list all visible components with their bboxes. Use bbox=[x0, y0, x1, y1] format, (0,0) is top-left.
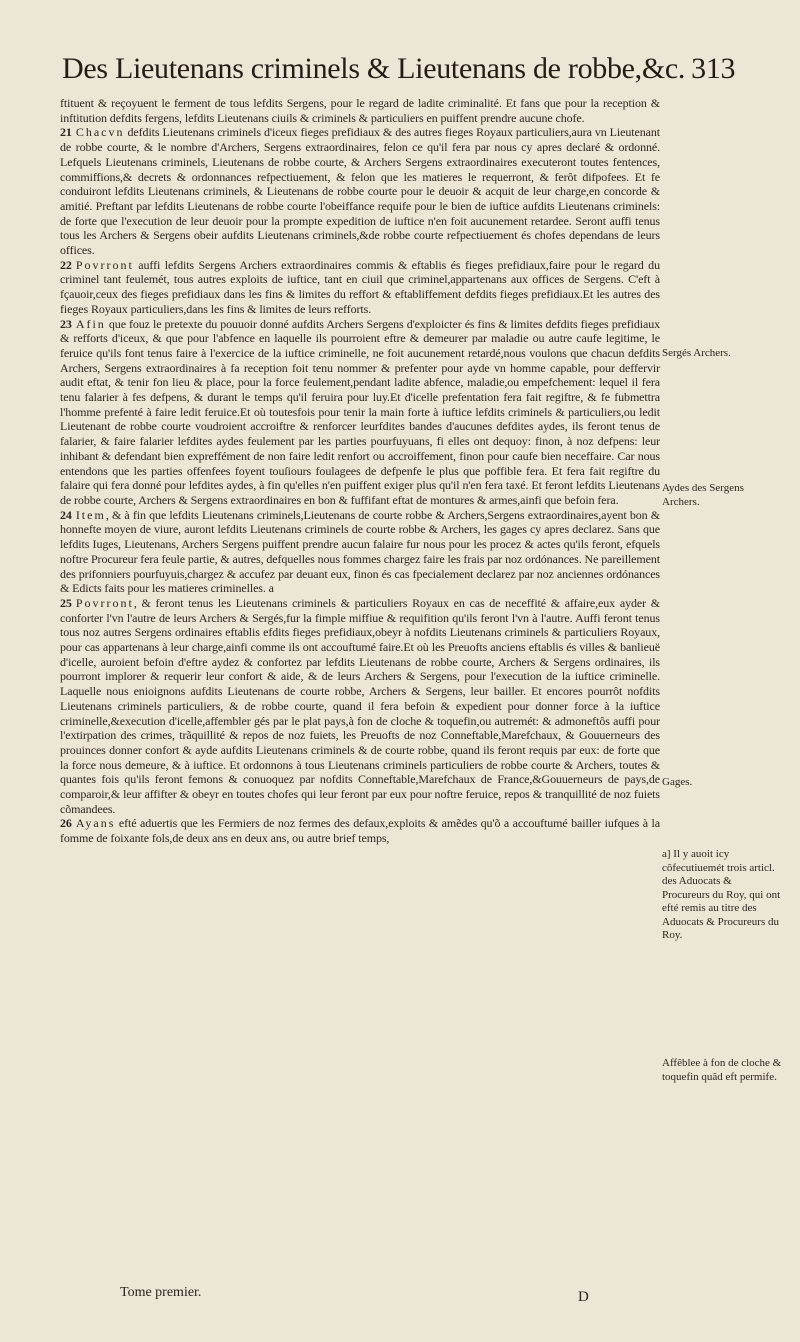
margin-note-gages: Gages. bbox=[662, 776, 693, 788]
page-number: 313 bbox=[691, 52, 736, 85]
margin-note-aydes: Aydes des Sergens Archers. bbox=[662, 482, 744, 508]
paragraph-text: , & feront tenus les Lieutenans criminels & particuliers Royaux en cas de neceffité & affaire,eux ayder & conforter l'vn l'autre de leurs Archers & Sergés,fur la fimple miffiue & requifition qu'ils feront l'vn à l'autre. Auffi feront tenus tous noz autres Sergens ordinaires eftablis efdits fieges prefidiaux,obeyr à nofdits Lieutenans criminels & particuliers Royaux, pour cas appartenans à leur charge,ainfi comme ils ont accouftumé faire.Et où les Preuofts anciens eftablis és villes & banlieuë d'icelle, auroient befoin d'eftre aydez & confortez par lefdits Lieutenans de robbe courte, Archers & Sergens ordinaires, ils pourront implorer & requerir leur confort & aide, & de leurs Archers & Sergens, pour l'execution de la iuftice criminelle. Laquelle nous enioignons aufdits Lieutenans de courte robbe, Archers & Sergens, leur bailler. Et encores pourrôt nofdits Lieutenans criminels particuliers, & de robbe courte, quand il fera befoin & expedient pour donner force à la iuftice criminelle,&execution d'icelle,affembler gés par le plat pays,à fon de cloche & toquefin,ou autremét: & admoneftôs auffi pour l'extirpation des crimes, trãquillité & repos de noz fuiets, les Preuofts de noz Conneftable,Marefchaux, & Gouuerneurs des prouinces donner confort & ayde aufdits Lieutenans criminels & de courte robbe, quand ils feront requis par eux: de forte que la force nous demeure, & à iuftice. Et ordonnons à tous Lieutenans criminels particuliers de robbe courte & Archers, toutes & quantes fois qu'ils feront femons & conuoquez par nofdits Conneftable,Marefchaux de France,&Gouuerneurs de pays,de comparoir,& leur affifter & obeyr en toutes chofes qui leur feront par eux pour noftre feruice, repos & tranquillité de noz fuiets cõmandees. bbox=[60, 595, 660, 816]
article-number: 26 bbox=[60, 816, 72, 831]
article-number: 24 bbox=[60, 507, 72, 522]
body-text bbox=[60, 96, 660, 846]
article-22 bbox=[60, 258, 660, 317]
margin-note-sergens: Sergés Archers. bbox=[662, 347, 731, 359]
paragraph-text: auffi lefdits Sergens Archers extraordinaires commis & eftablis és fieges prefidiaux,faire pour le regard du criminel tant feulemét, tous autres exploits de iuftice, tant en ciuil que criminel,appartenans aux offices de Sergens. C'eft à fçauoir,ceux des fieges prefidiaux dans les fins & limites du reffort & eftabliffement defdits fieges prefidiaux.Et les autres des fieges Royaux particuliers,dans les fins & limites de leurs refforts. bbox=[60, 257, 660, 316]
paragraph-text: que fouz le pretexte du pouuoir donné aufdits Archers Sergens d'exploicter és fins & limites defdits fieges prefidiaux & refforts d'iceux, & que pour l'abfence en laquelle ils pourroient eftre & demeurer par maladie ou autre caufe legitime, le feruice qu'ils font tenus faire à l'exercice de la iuftice criminelle, ne foit aucunement retardé,nous voulons que chacun defdits Archers, Sergens extraordinaires à fa reception foit tenu nommer & prefenter pour ayde vn homme capable, pour deffervir audit eftat, & tenir fon lieu & place, pour la force feulement,pendant ladite abfence, maladie,ou empefchement: lequel il fera tenu falarier à fes defpens, & durant le temps qu'il feruira pour luy.Et d'icelle prefentation fera fait regiftre, & fe fubmettra l'homme prefenté à faire ledit feruice.Et où toutesfois pour tenir la main forte à iuftice lefdits criminels & particuliers,ou ledit Lieutenant de robbe courte voudroient accroiftre & renforcer leurfdites bandes d'aucunes defdites aydes, ils feront tenus de falarier, & faire falarier lefdites aydes feulement par les parties pourfuyuans, fi elles ont dequoy: finon, à noz defpens: leur inhibant & defendant bien expreffément de non faire ledit renfort ou accroiffement, finon pour caufe bien neceffaire. Car nous entendons que les parties offenfees foyent touſiours foulagees de defpenfe le plus que poffible fera. Et fera fait regiftre du falaire qui fera donné pour lefdites aydes, à fin qu'elles n'en puiffent exiger plus qu'il n'en fera taxé. Et feront lefdits Lieutenans de robbe courte, Archers & Sergens extraordinaires en bon & fuffifant eftat de montures & armes,ainfi que befoin fera. bbox=[60, 316, 661, 507]
article-24 bbox=[60, 508, 660, 596]
running-header bbox=[62, 52, 736, 96]
paragraph-text: , & à fin que lefdits Lieutenans criminels,Lieutenans de courte robbe & Archers,Sergens extraordinaires,ayent bon & honnefte moyen de viure, auront lefdits Lieutenans criminels de courte robbe & Archers, les gages cy apres declarez. Sans que lefdits Iuges, Lieutenans, Archers Sergens puiffent prendre aucun falaire fur nous pour les procez & actes qu'ils feront, efquels noftre Procureur fera feule partie, & autres, defquelles nous fommes chargez faire les frais par noz ordónances. Ne pareillement des prifonniers pourfuyuis,chargez & accufez par deuant eux, finon és cas fpecialement declarez par noz anciennes ordónances & Edicts faits pour les matieres criminelles. a bbox=[60, 507, 660, 596]
article-25 bbox=[60, 596, 660, 817]
page-footer bbox=[60, 1285, 660, 1315]
margin-note-footnote-a: a] Il y auoit icy côfecutiuemét trois articl. des Aduocats & Procureurs du Roy, qui ont efté remis au titre des Aduocats & Procureurs du Roy. bbox=[662, 848, 781, 941]
signature-mark: D bbox=[578, 1289, 589, 1305]
margin-note-assemblee: Affêblee à fon de cloche & toquefin quãd eft permife. bbox=[662, 1057, 782, 1083]
article-lead-word: Povrront bbox=[75, 257, 134, 272]
article-lead-word: Chacvn bbox=[75, 125, 125, 140]
article-lead-word: Afin bbox=[75, 316, 106, 331]
paragraph-text: defdits Lieutenans criminels d'iceux fieges prefidiaux & des autres fieges Royaux particuliers,aura vn Lieutenant de robbe courte, & le nombre d'Archers, Sergens extraordinaires, felon ce qu'il fera par nous cy apres declaré & ordonné. Lefquels Lieutenans criminels, Lieutenans de robbe courte, & Archers Sergens extraordinaires executeront toutes fentences, commiffions,& decrets & ordonnances refpectiuement, & felon que les matieres le requerront, & ferôt difpofees. Et fe conduiront lefdits Lieutenans criminels, & Lieutenans de robbe courte pour le deuoir & acquit de leur charge,en concorde & amitié. Preftant par lefdits Lieutenans de robbe courte l'obeiffance requife pour le bien de iuftice aufdits Lieutenans criminels: de forte que l'execution de leur deuoir pour la prompte expedition de iuftice n'en foit aucunement retardee. Seront auffi tenus tous les Archers & Sergens obeir aufdits Lieutenans criminels,&de robbe courte refpectiuement és chofes dependans de leurs offices. bbox=[60, 125, 660, 258]
running-title: Des Lieutenans criminels & Lieutenans de robbe,&c. bbox=[62, 52, 686, 85]
article-lead-word: Ayans bbox=[75, 816, 116, 831]
article-number: 22 bbox=[60, 257, 72, 272]
article-lead-word: Item bbox=[75, 507, 106, 522]
article-number: 23 bbox=[60, 316, 72, 331]
article-number: 25 bbox=[60, 595, 72, 610]
paragraph-text: efté aduertis que les Fermiers de noz fermes des defaux,exploits & amẽdes qu'õ a accouftumé bailler iufques à la fomme de foixante fols,de deux ans en deux ans, ou autre brief temps, bbox=[60, 816, 660, 846]
article-lead-word: Povrront bbox=[75, 595, 134, 610]
article-26 bbox=[60, 816, 660, 845]
volume-label: Tome premier. bbox=[120, 1285, 202, 1300]
paragraph-continuation bbox=[60, 96, 660, 125]
article-21 bbox=[60, 125, 660, 257]
article-number: 21 bbox=[60, 125, 72, 140]
paragraph-text: ftituent & reçoyuent le ferment de tous lefdits Sergens, pour le regard de ladite criminalité. Et fans que pour la reception & inftitution defdits fergens, lefdits Lieutenans ciuils & criminels & particuliers en puiffent prendre aucune chofe. bbox=[60, 96, 660, 125]
article-23 bbox=[60, 317, 660, 508]
